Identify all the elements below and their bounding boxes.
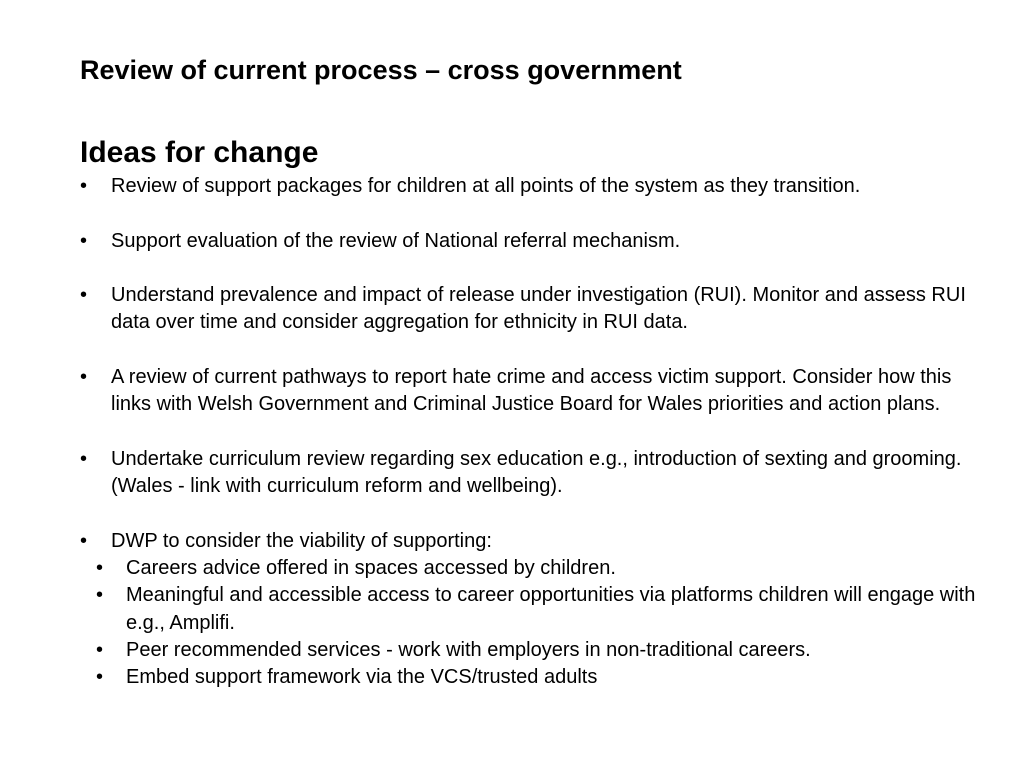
sub-bullet-text: Embed support framework via the VCS/trusted adults [126,666,598,689]
bullet-text: DWP to consider the viability of supporting: [111,529,492,552]
bullet-marker: • [80,229,88,252]
bullet-text: Review of support packages for children at all points of the system as they transition. [111,175,861,197]
bullet-item [0,446,1024,501]
bullet-text: Understand prevalence and impact of release under investigation (RUI). Monitor and assess RUI data over time and consider aggregation for ethnicity in RUI data. [111,284,966,334]
sub-bullet-item [0,637,1024,664]
bullet-text: Undertake curriculum review regarding sex education e.g., introduction of sexting and grooming. (Wales - link with curriculum reform and wellbeing). [111,447,962,498]
sub-bullet-marker: • [96,639,104,662]
sub-bullet-marker: • [96,584,104,607]
bullet-marker: • [80,447,88,470]
sub-bullet-marker: • [96,557,104,580]
bullet-marker: • [80,175,88,197]
bullet-marker: • [80,366,88,389]
sub-bullet-item [0,555,1024,582]
bullet-marker: • [80,284,88,307]
bullet-item [0,173,1024,200]
bullet-list [0,173,1024,692]
bullet-item [0,282,1024,337]
section-heading: Ideas for change [80,136,319,169]
slide-title: Review of current process – cross government [80,55,682,85]
sub-bullet-text: Peer recommended services - work with employers in non-traditional careers. [126,639,811,662]
sub-bullet-text: Meaningful and accessible access to career opportunities via platforms children will engage with e.g., Amplifi. [126,584,976,634]
sub-bullet-marker: • [96,666,104,689]
bullet-item [0,364,1024,419]
bullet-item [0,528,1024,555]
sub-bullet-text: Careers advice offered in spaces accessed by children. [126,557,616,580]
sub-bullet-item [0,582,1024,637]
sub-bullet-item [0,664,1024,691]
bullet-text: A review of current pathways to report hate crime and access victim support. Consider how this links with Welsh Government and Criminal Justice Board for Wales priorities and action plans. [111,366,952,416]
bullet-item [0,228,1024,255]
bullet-text: Support evaluation of the review of National referral mechanism. [111,229,681,252]
bullet-marker: • [80,529,88,552]
